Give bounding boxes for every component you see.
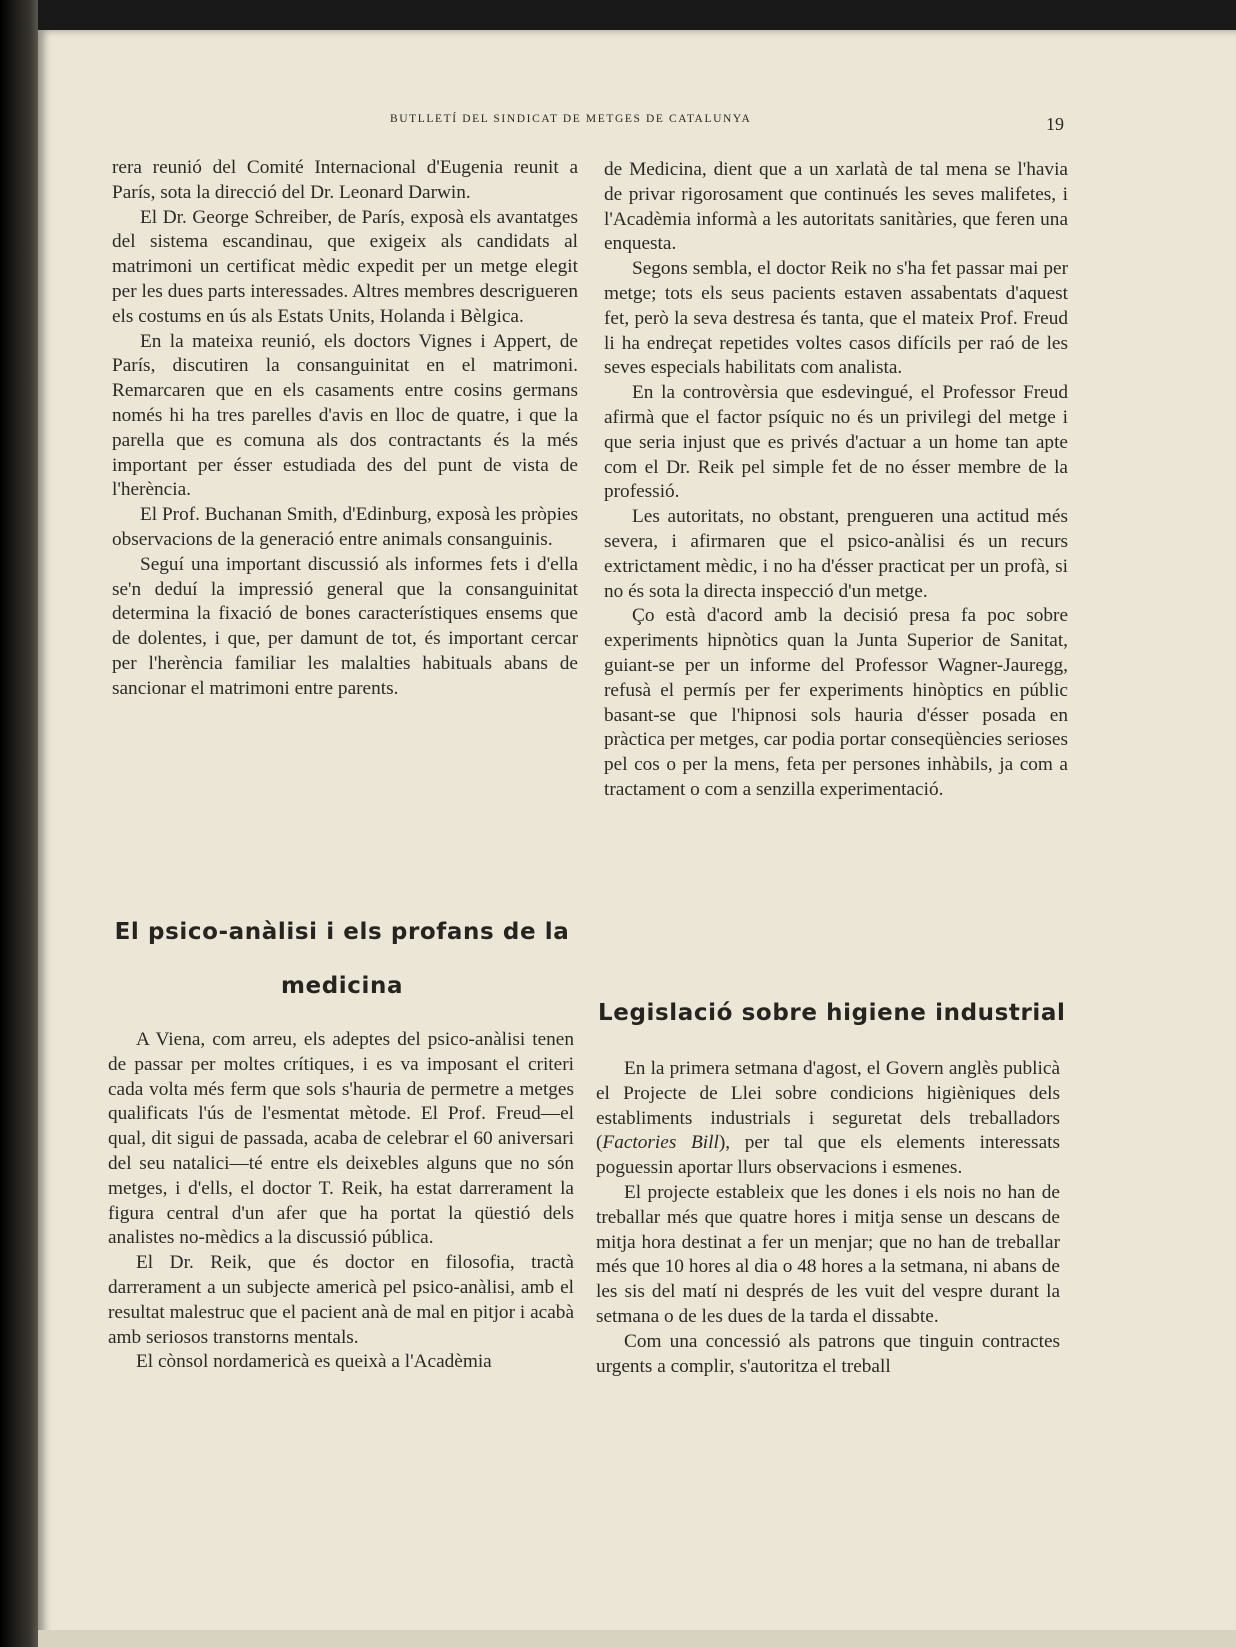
scanner-edge xyxy=(0,0,38,1647)
paragraph: Ço està d'acord amb la decisió presa fa poc sobre experiments hipnòtics quan la Junta Superior de Sanitat, guiant-se per un informe del Professor Wagner-Jauregg, refusà el permís per fer experiments hinòptics en públic basant-se que l'hipnosi sols hauria d'ésser posada en pràctica per metges, car podia portar conseqüències serioses pel cos o per la mens, feta per persones inhàbils, ja com a tractament o com a senzilla experimentació. xyxy=(604,605,1068,800)
paragraph: El projecte estableix que les dones i els nois no han de treballar més que quatre hores i mitja sense un descans de mitja hora destinat a fer un menjar; que no han de treballar més que 10 hores al dia o 48 hores a la setmana, ni abans de les sis del matí ni després de les vuit del vespre durant la setmana o de les dues de la tarda el dissabte. xyxy=(596,1181,1060,1327)
page-number: 19 xyxy=(1046,114,1064,134)
paragraph: El Dr. Reik, que és doctor en filosofia, tractà darrerament a un subjecte americà pel psico-anàlisi, amb el resultat malestruc que el pacient anà de mal en pitjor i acabà amb seriosos transtorns mentals. xyxy=(108,1252,574,1348)
paragraph: El cònsol nordamericà es queixà a l'Acadèmia xyxy=(136,1351,492,1373)
paragraph: En la mateixa reunió, els doctors Vignes i Appert, de París, discutiren la consanguinitat en el matrimoni. Remarcaren que en els casaments entre cosins germans només hi ha tres parelles d'avis en lloc de quatre, i que la parella que es comuna als dos contractants és la més important per ésser estudiada des del punt de vista de l'herència. xyxy=(112,330,578,501)
paragraph: de Medicina, dient que a un xarlatà de tal mena se l'havia de privar rigorosament que continués les seves malifetes, i l'Acadèmia informà a les autoritats sanitàries, que feren una enquesta. xyxy=(604,159,1068,255)
text-run: En la primera setmana d'agost, el Govern anglès publicà el Projecte de Llei sobre condicions higièniques dels establiments industrials i seguretat dels treballadors ( xyxy=(596,1058,1060,1154)
page-bottom-edge xyxy=(38,1630,1236,1647)
paragraph: A Viena, com arreu, els adeptes del psico-anàlisi tenen de passar per moltes crítiques, i es va imposant el criteri cada volta més ferm que sols s'hauria de permetre a metges qualificats l'ús de l'esmentat mètode. El Prof. Freud—el qual, dit sigui de passada, acaba de celebrar el 60 aniversari del seu natalici—té entre els deixebles alguns que no són metges, i d'ells, el doctor T. Reik, ha estat darrerament la figura central d'un afer que ha portat la qüestió dels analistes no-mèdics a la discussió pública. xyxy=(108,1029,574,1249)
paragraph: Les autoritats, no obstant, prengueren una actitud més severa, i afirmaren que el psico-anàlisi és un recurs extrictament mèdic, i no ha d'ésser practicat per un profà, si no és sota la directa inspecció d'un metge. xyxy=(604,506,1068,602)
paragraph: Seguí una important discussió als informes fets i d'ella se'n deduí la impressió general que la consanguinitat determina la fixació de bones característiques ensems que de dolentes, i que, per damunt de tot, és important cercar per l'herència familiar les malalties habituals abans de sancionar el matrimoni entre parents. xyxy=(112,553,578,699)
paragraph: El Prof. Buchanan Smith, d'Edinburg, exposà les pròpies observacions de la generació entre animals consanguinis. xyxy=(112,504,578,550)
text-run: ), per tal que els elements interessats poguessin aportar llurs observacions i esmenes. xyxy=(596,1132,1060,1179)
italic-term: Factories Bill xyxy=(602,1132,719,1154)
paragraph: Segons sembla, el doctor Reik no s'ha fet passar mai per metge; tots els seus pacients estaven assabentats d'aquest fet, però la seva destresa és tanta, que el mateix Prof. Freud li ha endreçat repetides voltes casos difícils per raó de les seves especials habilitats com analista. xyxy=(604,258,1068,379)
paragraph: Com una concessió als patrons que tinguin contractes urgents a complir, s'autoritza el treball xyxy=(596,1330,1060,1377)
paragraph: En la controvèrsia que esdevingué, el Professor Freud afirmà que el factor psíquic no és un privilegi del metge i que seria injust que es privés d'actuar a un home tan apte com el Dr. Reik pel simple fet de no ésser membre de la professió. xyxy=(604,382,1068,503)
left-column-bottom xyxy=(108,1028,574,1375)
paragraph: rera reunió del Comité Internacional d'Eugenia reunit a París, sota la direcció del Dr. Leonard Darwin. xyxy=(112,157,578,203)
paragraph: El Dr. George Schreiber, de París, exposà els avantatges del sistema escandinau, que exigeix als candidats al matrimoni un certificat mèdic expedit per un metge elegit per les dues parts interessades. Altres membres descrigueren els costums en ús als Estats Units, Holanda i Bèlgica. xyxy=(112,206,578,327)
right-column-top xyxy=(604,158,1068,803)
running-head: BUTLLETÍ DEL SINDICAT DE METGES DE CATALUNYA xyxy=(390,113,752,125)
section-heading-line-2: medicina xyxy=(280,973,404,999)
section-heading-line-1: El psico-anàlisi i els profans de la xyxy=(114,919,570,945)
right-column-bottom xyxy=(596,1057,1060,1379)
left-column-top xyxy=(112,156,578,702)
section-heading-right: Legislació sobre higiene industrial xyxy=(598,1000,1066,1026)
paragraph xyxy=(596,1057,1060,1181)
